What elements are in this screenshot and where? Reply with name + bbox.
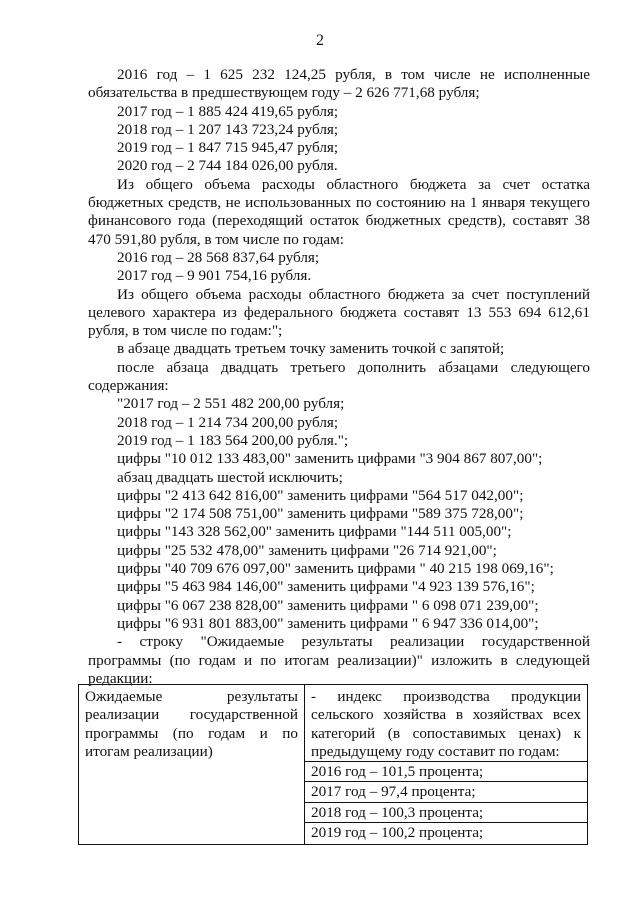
paragraph: в абзаце двадцать третьем точку заменить точкой с запятой;	[117, 340, 505, 358]
table-cell-label-text: Ожидаемые результаты реализации государственной программы (по годам и по итогам реализации)	[85, 688, 298, 760]
paragraph: цифры "40 709 676 097,00" заменить цифрами " 40 215 198 069,16";	[117, 560, 554, 578]
table-subrow: 2018 год – 100,3 процента;	[305, 802, 587, 822]
paragraph: цифры "10 012 133 483,00" заменить цифрами "3 904 867 807,00";	[117, 450, 543, 468]
paragraph: 2017 год – 1 885 424 419,65 рубля;	[117, 102, 339, 120]
paragraph: 2016 год – 28 568 837,64 рубля;	[117, 248, 320, 266]
page-number: 2	[316, 32, 324, 49]
paragraph: абзац двадцать шестой исключить;	[117, 468, 343, 486]
table-cell-label	[79, 685, 305, 845]
paragraph: 2017 год – 9 901 754,16 рубля.	[117, 267, 312, 285]
paragraph: 2016 год – 1 625 232 124,25 рубля, в том числе не исполненные обязательства в предшествующем году – 2 626 771,68 рубля;	[88, 66, 590, 102]
paragraph: 2020 год – 2 744 184 026,00 рубля.	[117, 157, 338, 175]
table-row	[79, 685, 588, 845]
paragraph: цифры "5 463 984 146,00" заменить цифрами "4 923 139 576,16";	[117, 578, 535, 596]
paragraph: "2017 год – 2 551 482 200,00 рубля;	[117, 395, 345, 413]
table-subrow: 2016 год – 101,5 процента;	[305, 761, 587, 781]
paragraph: 2019 год – 1 847 715 945,47 рубля;	[117, 139, 339, 157]
paragraph: Из общего объема расходы областного бюджета за счет остатка бюджетных средств, не использованных по состоянию на 1 января текущего финансового года (переходящий остаток бюджетных средств), составят 38 470 591,80 рубля, в том числе по годам:	[88, 175, 590, 248]
paragraph: цифры "25 532 478,00" заменить цифрами "26 714 921,00";	[117, 541, 497, 559]
table-cell-intro	[305, 688, 587, 761]
paragraph: Из общего объема расходы областного бюджета за счет поступлений целевого характера из федерального бюджета составят 13 553 694 612,61 рубля, в том числе по годам:";	[88, 285, 590, 340]
document-body	[88, 66, 590, 688]
paragraph: цифры "2 174 508 751,00" заменить цифрами "589 375 728,00";	[117, 505, 524, 523]
table-cell-intro-text: - индекс производства продукции сельского хозяйства в хозяйствах всех категорий (в сопоставимых ценах) к предыдущему году составит по годам:	[311, 688, 581, 760]
table-subrow: 2019 год – 100,2 процента;	[305, 822, 587, 842]
paragraph: 2018 год – 1 214 734 200,00 рубля;	[117, 413, 339, 431]
table-cell-value	[305, 685, 588, 845]
paragraph: цифры "2 413 642 816,00" заменить цифрами "564 517 042,00";	[117, 486, 524, 504]
paragraph: после абзаца двадцать третьего дополнить абзацами следующего содержания:	[88, 358, 590, 395]
paragraph: 2018 год – 1 207 143 723,24 рубля;	[117, 120, 339, 138]
paragraph: 2019 год – 1 183 564 200,00 рубля.";	[117, 431, 349, 449]
table-subrow: 2017 год – 97,4 процента;	[305, 781, 587, 801]
expected-results-table-wrapper	[78, 684, 588, 845]
paragraph: цифры "6 067 238 828,00" заменить цифрами " 6 098 071 239,00";	[117, 596, 539, 614]
paragraph: - строку "Ожидаемые результаты реализации государственной программы (по годам и по итогам реализации)" изложить в следующей редакции:	[88, 633, 590, 687]
paragraph: цифры "143 328 562,00" заменить цифрами "144 511 005,00";	[117, 523, 512, 541]
paragraph: цифры "6 931 801 883,00" заменить цифрами " 6 947 336 014,00";	[117, 614, 539, 632]
expected-results-table	[78, 684, 588, 845]
